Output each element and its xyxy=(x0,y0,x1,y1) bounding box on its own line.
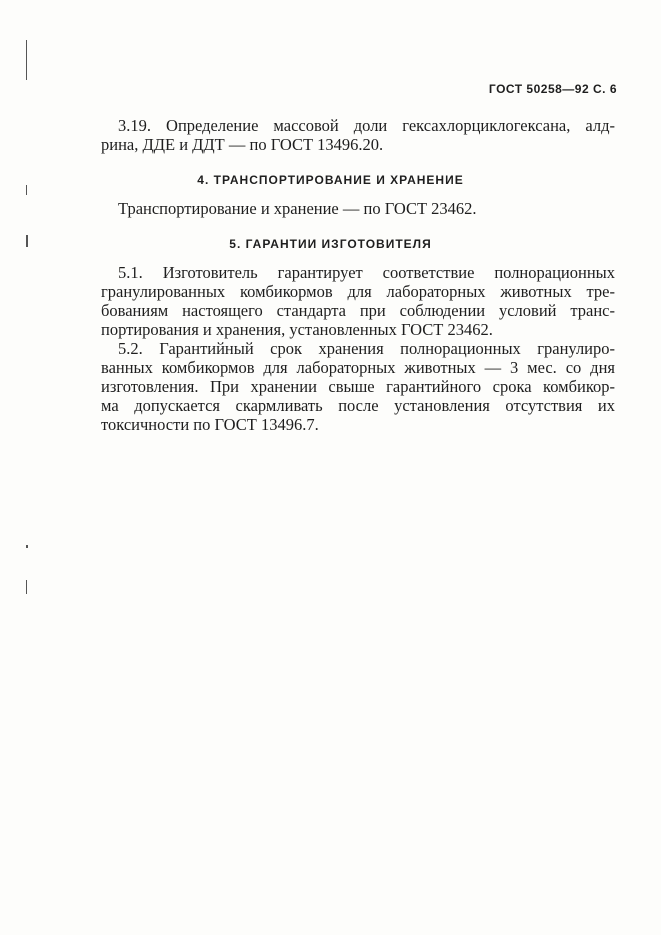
clause-3-19-line-2: рина, ДДЕ и ДДТ — по ГОСТ 13496.20. xyxy=(101,135,384,154)
clause-5-2-line-2: ванных комбикормов для лабораторных животных — 3 мес. со дня xyxy=(101,358,615,377)
scan-edge-mark xyxy=(26,580,27,594)
scan-edge-mark xyxy=(26,545,28,548)
clause-5-2-line-5: токсичности по ГОСТ 13496.7. xyxy=(101,415,319,434)
section-4-text: Транспортирование и хранение — по ГОСТ 23462. xyxy=(118,199,477,218)
clause-5-1-line-1: 5.1. Изготовитель гарантирует соответствие полнорационных xyxy=(118,263,615,282)
clause-5-1-line-3: бованиям настоящего стандарта при соблюдении условий транс- xyxy=(101,301,615,320)
clause-5-2-line-3: изготовления. При хранении свыше гарантийного срока комбикор- xyxy=(101,377,615,396)
clause-5-2-line-4: ма допускается скармливать после установления отсутствия их xyxy=(101,396,615,415)
scan-edge-mark xyxy=(26,235,28,247)
section-4-heading: 4. ТРАНСПОРТИРОВАНИЕ И ХРАНЕНИЕ xyxy=(197,173,464,187)
clause-5-1-line-2: гранулированных комбикормов для лабораторных животных тре- xyxy=(101,282,615,301)
clause-3-19-line-1: 3.19. Определение массовой доли гексахлорциклогексана, алд- xyxy=(118,116,615,135)
clause-5-2-line-1: 5.2. Гарантийный срок хранения полнорационных гранулиро- xyxy=(118,339,615,358)
section-5-heading: 5. ГАРАНТИИ ИЗГОТОВИТЕЛЯ xyxy=(229,237,432,251)
page-header: ГОСТ 50258—92 С. 6 xyxy=(488,82,617,96)
scan-edge-mark xyxy=(26,185,27,195)
scan-edge-mark xyxy=(26,40,27,80)
clause-5-1-line-4: портирования и хранения, установленных ГОСТ 23462. xyxy=(101,320,493,339)
